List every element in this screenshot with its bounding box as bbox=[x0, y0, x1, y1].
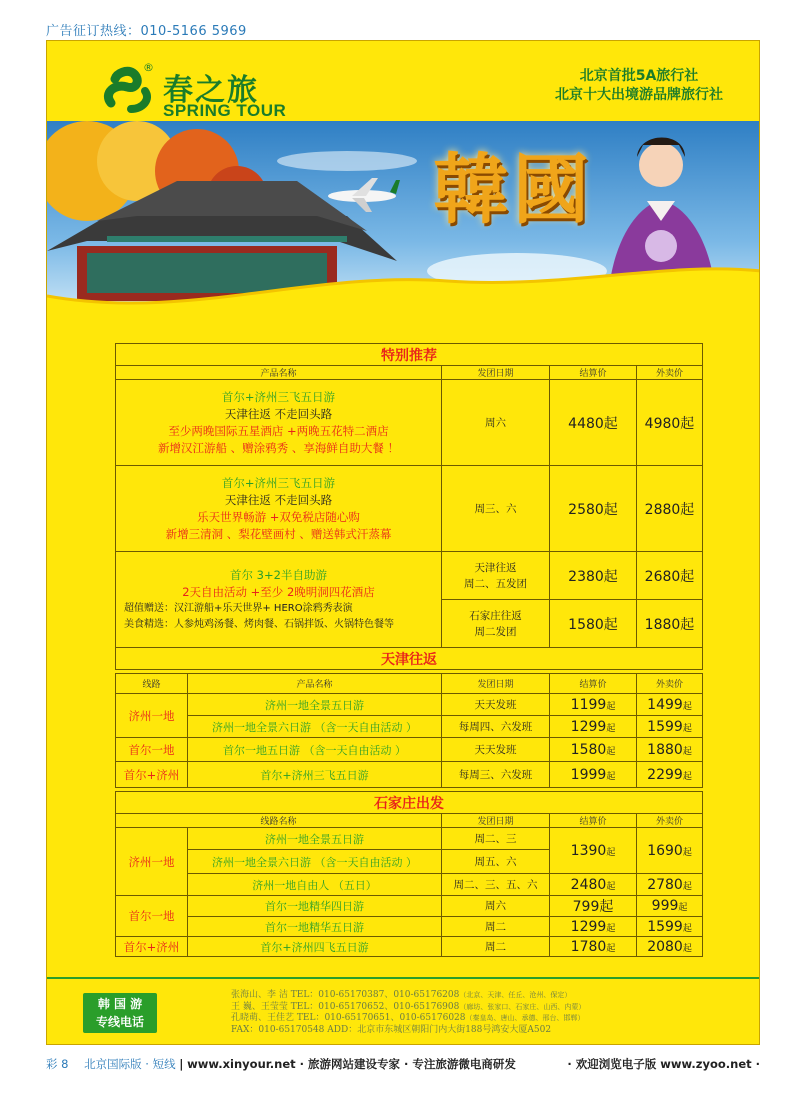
route-name: 首尔+济州 bbox=[116, 937, 188, 957]
contact-footer bbox=[47, 977, 760, 1043]
retail-price: 1599起 bbox=[637, 917, 703, 937]
column-header: 外卖价 bbox=[637, 674, 703, 694]
brand-name-cn: 春之旅 bbox=[163, 73, 259, 108]
route-name: 济州一地 bbox=[116, 828, 188, 896]
table-row bbox=[116, 466, 703, 552]
banner-illustration bbox=[47, 121, 760, 321]
depart-date: 周六 bbox=[442, 896, 550, 917]
column-header: 结算价 bbox=[550, 366, 637, 380]
product-name: 首尔一地精华五日游 bbox=[188, 917, 442, 937]
depart-date: 周二、三、五、六 bbox=[442, 874, 550, 896]
retail-price: 2780起 bbox=[637, 874, 703, 896]
depart-date: 周二 bbox=[442, 937, 550, 957]
column-header: 结算价 bbox=[550, 814, 637, 828]
column-header: 发团日期 bbox=[442, 674, 550, 694]
banner-title: 韓國 bbox=[433, 145, 593, 234]
product-description bbox=[116, 380, 442, 466]
brand-logo bbox=[101, 63, 321, 125]
tagline-line-2: 北京十大出境游品牌旅行社 bbox=[555, 87, 723, 103]
column-header: 产品名称 bbox=[188, 674, 442, 694]
product-line: 首尔+济州三飞五日游 bbox=[221, 475, 336, 490]
depart-date: 周二 bbox=[442, 917, 550, 937]
depart-days: 周二发团 bbox=[474, 625, 517, 638]
product-name: 济州一地自由人 （五日） bbox=[188, 874, 442, 896]
shijiazhuang-table bbox=[115, 791, 703, 957]
table-row bbox=[116, 738, 703, 762]
separator: | bbox=[179, 1057, 184, 1071]
retail-price: 2080起 bbox=[637, 937, 703, 957]
tianjin-table bbox=[115, 673, 703, 788]
page-footer bbox=[46, 1056, 760, 1072]
product-name: 首尔+济州三飞五日游 bbox=[188, 762, 442, 788]
product-name: 首尔+济州四飞五日游 bbox=[188, 937, 442, 957]
product-line: 首尔+济州三飞五日游 bbox=[221, 389, 336, 404]
settle-price: 1999起 bbox=[550, 762, 637, 788]
settle-price: 4480起 bbox=[550, 380, 637, 466]
depart-days: 周二、五发团 bbox=[464, 577, 527, 590]
column-header: 产品名称 bbox=[116, 366, 442, 380]
section-title: 石家庄出发 bbox=[116, 792, 703, 814]
settle-price: 1299起 bbox=[550, 917, 637, 937]
brand-tagline bbox=[555, 67, 723, 105]
retail-price: 1599起 bbox=[637, 716, 703, 738]
route-name: 济州一地 bbox=[116, 694, 188, 738]
product-name: 济州一地全景六日游 （含一天自由活动 ） bbox=[188, 716, 442, 738]
contact-line: 张海山、李 洁 TEL：010-65170387、010-65176208（北京、天津、任丘、沧州、保定） bbox=[231, 990, 572, 1000]
settle-price: 1580起 bbox=[550, 738, 637, 762]
contact-line: 王 巍、王莹莹 TEL：010-65170652、010-65176908（廊坊、张家口、石家庄、山西、内蒙） bbox=[231, 1001, 586, 1012]
product-name: 济州一地全景六日游 （含一天自由活动 ） bbox=[188, 850, 442, 874]
contact-line: 孔晓萌、王佳艺 TEL：010-65170651、010-65176028（秦皇岛、唐山、承德、邢台、邯郸） bbox=[231, 1013, 585, 1023]
retail-price: 999起 bbox=[637, 896, 703, 917]
column-header: 发团日期 bbox=[442, 366, 550, 380]
retail-price: 1499起 bbox=[637, 694, 703, 716]
retail-price: 1880起 bbox=[637, 600, 703, 648]
settle-price: 1580起 bbox=[550, 600, 637, 648]
route-name: 首尔一地 bbox=[116, 896, 188, 937]
page-number: 彩 8 bbox=[46, 1057, 69, 1071]
table-row bbox=[116, 552, 703, 600]
settle-price: 2380起 bbox=[550, 552, 637, 600]
product-name: 济州一地全景五日游 bbox=[188, 828, 442, 850]
depart-date: 每周四、六发班 bbox=[442, 716, 550, 738]
column-header: 线路名称 bbox=[116, 814, 442, 828]
product-name: 首尔一地精华四日游 bbox=[188, 896, 442, 917]
hotline-label-line-1: 韩 国 游 bbox=[97, 997, 143, 1011]
product-name: 济州一地全景五日游 bbox=[188, 694, 442, 716]
product-line: 至少两晚国际五星酒店 +两晚五花特二酒店 bbox=[168, 423, 389, 438]
edition: 北京国际版 · 短线 bbox=[84, 1057, 176, 1071]
product-line: 首尔 3+2半自助游 bbox=[230, 567, 327, 582]
table-row bbox=[116, 762, 703, 788]
food-line: 美食精选：人参炖鸡汤餐、烤肉餐、石锅拌饭、火锅特色餐等 bbox=[124, 618, 394, 630]
special-table bbox=[115, 343, 703, 670]
e-edition-link[interactable]: · 欢迎浏览电子版 www.zyoo.net · bbox=[567, 1057, 760, 1071]
column-header: 线路 bbox=[116, 674, 188, 694]
table-row bbox=[116, 716, 703, 738]
depart-city: 天津往返 bbox=[474, 561, 517, 574]
table-row bbox=[116, 937, 703, 957]
product-name: 首尔一地五日游 （含一天自由活动 ） bbox=[188, 738, 442, 762]
product-line: 乐天世界畅游 +双免税店随心购 bbox=[197, 509, 360, 524]
depart-date: 周三、六 bbox=[442, 466, 550, 552]
depart-date: 周五、六 bbox=[442, 850, 550, 874]
section-title: 天津往返 bbox=[116, 648, 703, 670]
product-line: 天津往返 不走回头路 bbox=[224, 492, 333, 507]
route-name: 首尔+济州 bbox=[116, 762, 188, 788]
contact-list bbox=[231, 990, 585, 1036]
depart-date: 周六 bbox=[442, 380, 550, 466]
retail-price: 2299起 bbox=[637, 762, 703, 788]
column-header: 发团日期 bbox=[442, 814, 550, 828]
column-header: 外卖价 bbox=[637, 366, 703, 380]
table-row bbox=[116, 380, 703, 466]
route-name: 首尔一地 bbox=[116, 738, 188, 762]
retail-price: 4980起 bbox=[637, 380, 703, 466]
column-header: 外卖价 bbox=[637, 814, 703, 828]
retail-price: 2680起 bbox=[637, 552, 703, 600]
table-row bbox=[116, 896, 703, 917]
section-title: 特别推荐 bbox=[116, 344, 703, 366]
product-line: 新增三清洞 、梨花壁画村 、赠送韩式汗蒸幕 bbox=[165, 526, 392, 541]
table-row bbox=[116, 828, 703, 850]
product-description bbox=[116, 466, 442, 552]
table-row bbox=[116, 694, 703, 716]
column-header: 结算价 bbox=[550, 674, 637, 694]
retail-price: 2880起 bbox=[637, 466, 703, 552]
settle-price: 2580起 bbox=[550, 466, 637, 552]
retail-price: 1880起 bbox=[637, 738, 703, 762]
depart-date bbox=[442, 600, 550, 648]
product-line: 天津往返 不走回头路 bbox=[224, 406, 333, 421]
tagline-line-1: 北京首批5A旅行社 bbox=[579, 68, 699, 84]
depart-date: 天天发班 bbox=[442, 738, 550, 762]
ad-page bbox=[46, 40, 760, 1045]
settle-price: 799起 bbox=[550, 896, 637, 917]
depart-city: 石家庄往返 bbox=[469, 609, 522, 622]
brand-name-en: SPRING TOUR bbox=[163, 101, 287, 120]
settle-price: 1299起 bbox=[550, 716, 637, 738]
ad-hotline: 广告征订热线：010-5166 5969 bbox=[46, 24, 247, 39]
settle-price: 1199起 bbox=[550, 694, 637, 716]
hotline-label bbox=[83, 993, 157, 1033]
gift-line: 超值赠送：汉江游船+乐天世界+ HERO涂鸦秀表演 bbox=[124, 602, 353, 614]
settle-price: 1390起 bbox=[550, 828, 637, 874]
site-link[interactable]: www.xinyour.net · 旅游网站建设专家 · 专注旅游微电商研发 bbox=[187, 1057, 516, 1071]
settle-price: 1780起 bbox=[550, 937, 637, 957]
depart-date: 周二、三 bbox=[442, 828, 550, 850]
depart-date: 天天发班 bbox=[442, 694, 550, 716]
hotline-label-line-2: 专线电话 bbox=[95, 1015, 144, 1029]
depart-date: 每周三、六发班 bbox=[442, 762, 550, 788]
settle-price: 2480起 bbox=[550, 874, 637, 896]
korea-banner bbox=[47, 121, 760, 321]
registered-mark: ® bbox=[143, 61, 154, 74]
table-row bbox=[116, 874, 703, 896]
product-line: 2天自由活动 +至少 2晚明洞四花酒店 bbox=[182, 584, 375, 599]
retail-price: 1690起 bbox=[637, 828, 703, 874]
table-row bbox=[116, 917, 703, 937]
product-line: 新增汉江游船 、赠涂鸦秀 、享海鲜自助大餐 ！ bbox=[158, 440, 399, 455]
depart-date bbox=[442, 552, 550, 600]
product-description bbox=[116, 552, 442, 648]
fax-address: FAX：010-65170548 ADD：北京市东城区朝阳门内大街188号鸿安大厦A502 bbox=[231, 1024, 552, 1035]
